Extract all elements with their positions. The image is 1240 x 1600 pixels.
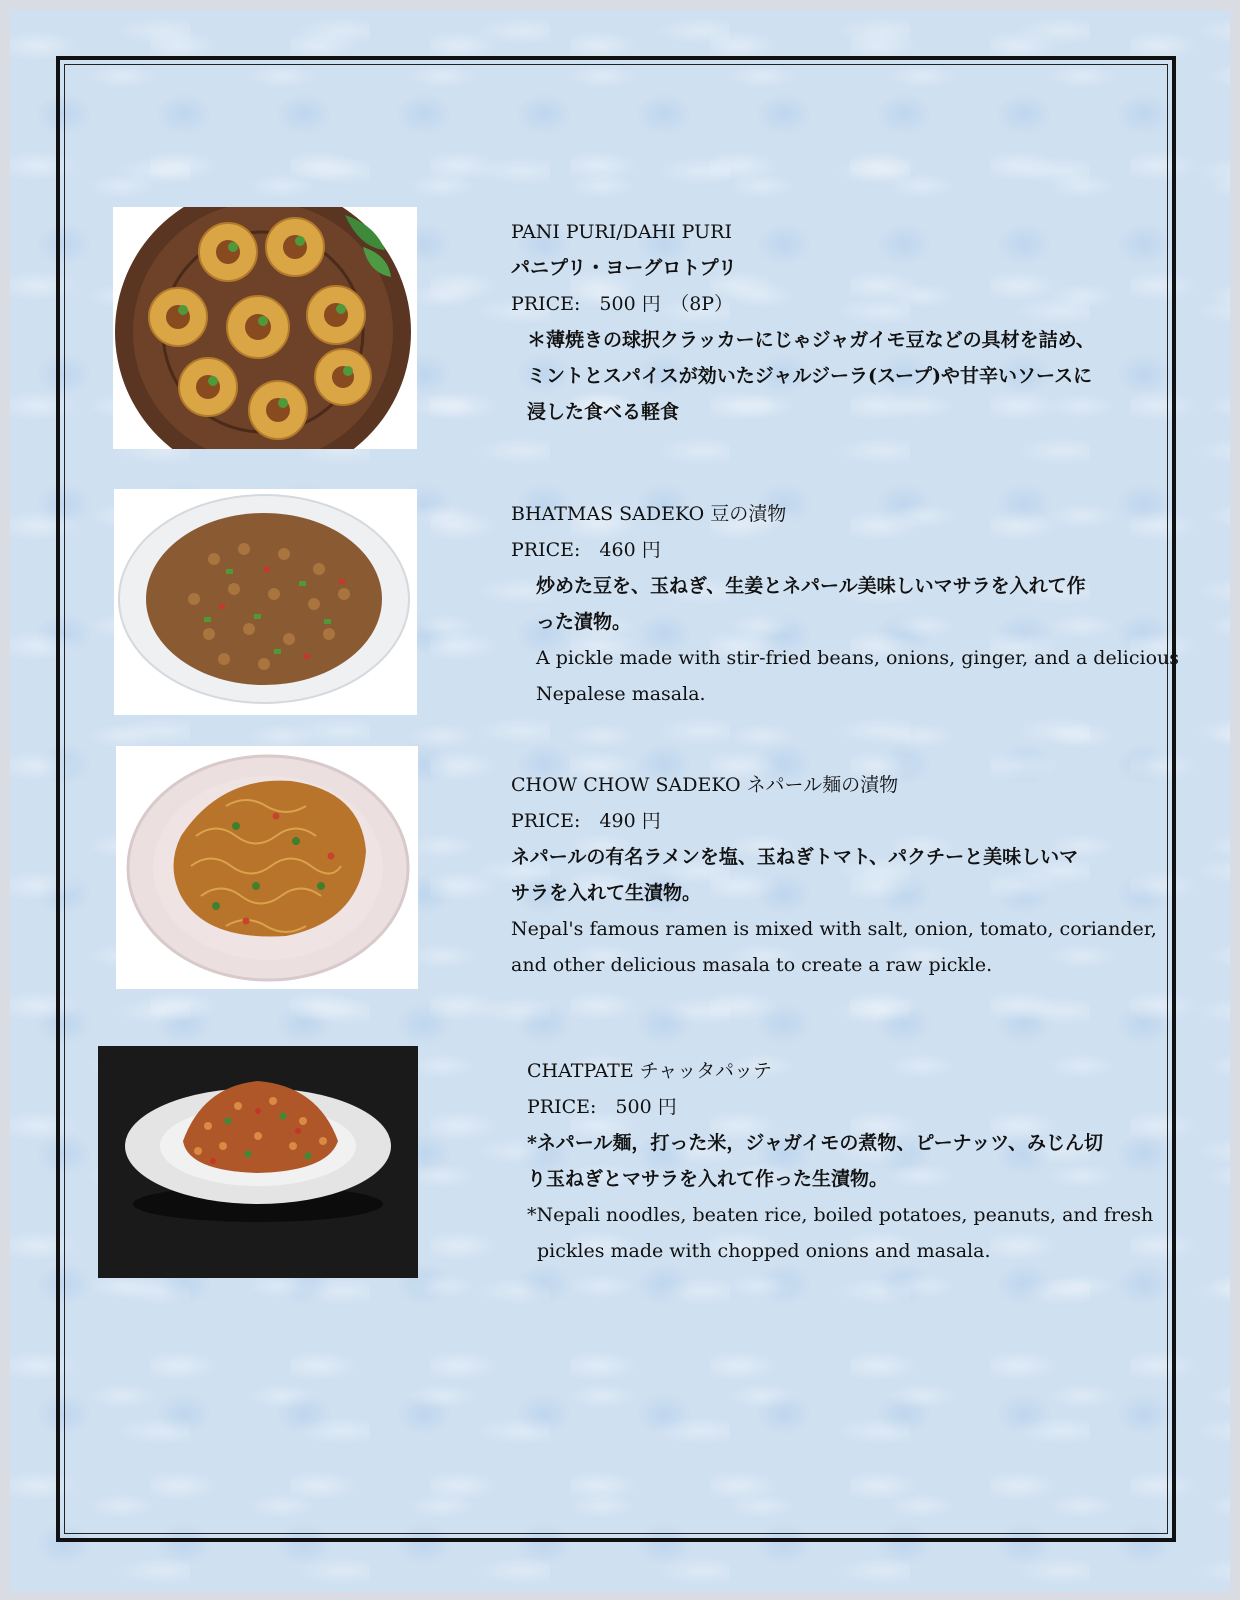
- item-name: PANI PURI/DAHI PURI: [511, 221, 732, 243]
- item-desc-line: ミントとスパイスが効いたジャルジーラ(スープ)や甘辛いソースに: [527, 365, 1093, 387]
- item-price: PRICE: 500 円 （8P）: [511, 293, 734, 315]
- item-desc-line: り玉ねぎとマサラを入れて作った生漬物。: [527, 1168, 889, 1190]
- chow-chow-sadeko-photo: [116, 746, 418, 989]
- item-desc-line: A pickle made with stir-fried beans, onions, ginger, and a delicious: [536, 647, 1180, 669]
- item-price: PRICE: 500 円: [527, 1096, 677, 1118]
- item-desc-line: and other delicious masala to create a raw pickle.: [511, 954, 993, 976]
- item-desc-line: った漬物。: [536, 611, 632, 633]
- chatpate-plate-icon: [98, 1046, 418, 1278]
- item-price: PRICE: 490 円: [511, 810, 661, 832]
- item-desc-line: 炒めた豆を、玉ねぎ、生姜とネパール美味しいマサラを入れて作: [536, 575, 1086, 597]
- item-price: PRICE: 460 円: [511, 539, 661, 561]
- item-desc-line: ネパールの有名ラメンを塩、玉ねぎトマト、パクチーと美味しいマ: [511, 846, 1079, 868]
- chatpate-photo: [98, 1046, 418, 1278]
- item-name: BHATMAS SADEKO 豆の漬物: [511, 503, 787, 525]
- menu-item-pani-puri: [511, 214, 1095, 430]
- item-desc-line: Nepalese masala.: [536, 683, 706, 705]
- item-desc-line: *ネパール麺，打った米，ジャガイモの煮物、ピーナッツ、みじん切: [527, 1132, 1103, 1154]
- item-name: CHOW CHOW SADEKO ネパール麺の漬物: [511, 774, 899, 796]
- bean-pickle-bowl-icon: [114, 489, 417, 715]
- menu-item-chow-chow-sadeko: [511, 767, 1157, 983]
- item-desc-line: ＊薄焼きの球択クラッカーにじゃジャガイモ豆などの具材を詰め、: [527, 329, 1095, 351]
- pani-puri-plate-icon: [113, 207, 417, 449]
- item-name: CHATPATE チャッタパッテ: [527, 1060, 773, 1082]
- item-desc-line: サラを入れて生漬物。: [511, 882, 702, 904]
- menu-item-bhatmas-sadeko: [511, 496, 1179, 712]
- item-name-jp: パニプリ・ヨーグロトプリ: [511, 257, 737, 279]
- bhatmas-sadeko-photo: [114, 489, 417, 715]
- menu-item-chatpate: [527, 1053, 1153, 1269]
- item-desc-line: 浸した食べる軽食: [527, 401, 680, 423]
- item-desc-line: Nepal's famous ramen is mixed with salt, onion, tomato, coriander,: [511, 918, 1157, 940]
- pani-puri-photo: [113, 207, 417, 449]
- item-desc-line: *Nepali noodles, beaten rice, boiled potatoes, peanuts, and fresh: [527, 1204, 1154, 1226]
- item-desc-line: pickles made with chopped onions and masala.: [537, 1240, 991, 1262]
- noodle-pickle-plate-icon: [116, 746, 418, 989]
